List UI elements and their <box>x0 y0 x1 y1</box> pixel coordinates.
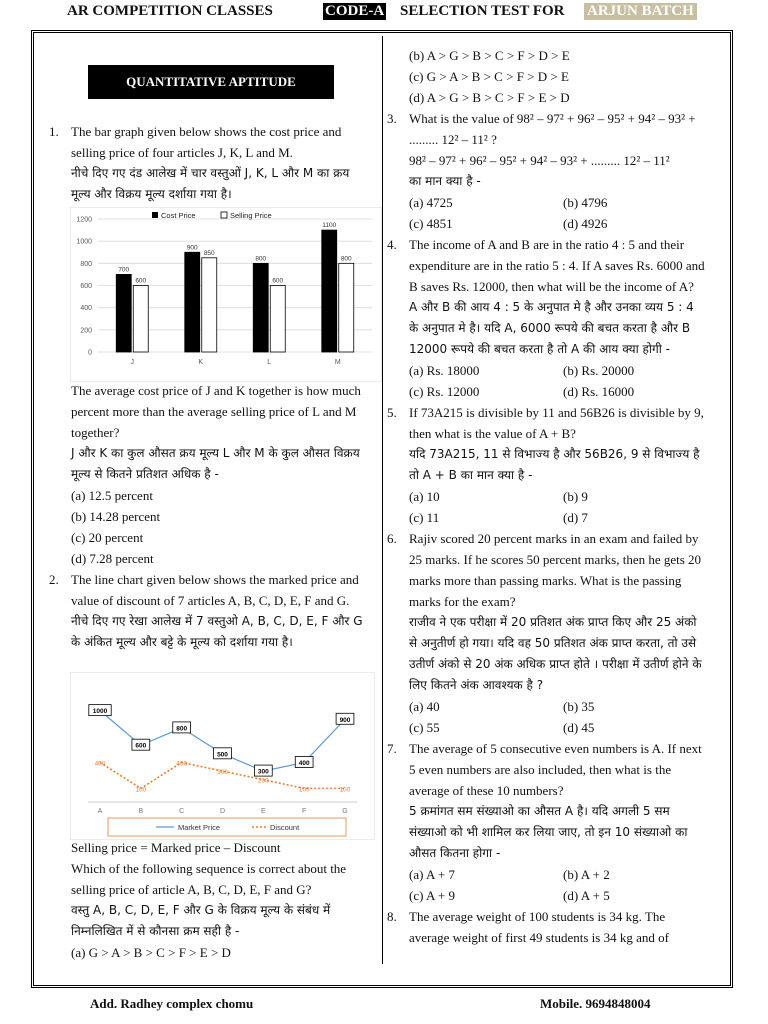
option-c: (c) 55 <box>409 720 440 735</box>
legend-box <box>108 818 346 836</box>
question-number: 6. <box>387 531 397 546</box>
question-number: 4. <box>387 237 397 252</box>
question-4 <box>387 234 705 402</box>
legend-swatch-selling <box>221 212 227 218</box>
option-c: (c) Rs. 12000 <box>409 384 480 399</box>
data-label: 600 <box>135 277 147 285</box>
x-tick-label: E <box>260 808 266 815</box>
question-2 <box>49 569 365 653</box>
question-text-en: The average of 5 consecutive even numbers is A. If next 5 even numbers are also included, then what is the average of these 10 numbers? <box>409 741 702 798</box>
option-d: (d) 45 <box>563 720 595 735</box>
options <box>409 486 705 528</box>
question-text-hi: का मान क्या है - <box>409 174 481 188</box>
option-c: (c) G > A > B > C > F > D > E <box>409 69 569 84</box>
bar-chart <box>70 207 382 382</box>
column-divider <box>382 36 383 964</box>
question-text-en: Rajiv scored 20 percent marks in an exam and failed by 25 marks. If he scores 50 percent marks, then he gets 20 marks more than passing marks. What is the passing marks for the exam? <box>409 531 702 609</box>
x-tick-label: D <box>219 808 226 815</box>
question-text-en: What is the value of 98² – 97² + 96² – 95² + 94² – 93² + ......... 12² – 11² ? <box>409 111 696 147</box>
x-tick-label: F <box>302 808 307 815</box>
question-ask-en: Which of the following sequence is correct about the selling price of article A, B, C, D, E, F and G? <box>71 861 347 897</box>
footer-address: Add. Radhey complex chomu <box>90 996 254 1011</box>
option-a: (a) 12.5 percent <box>71 488 153 503</box>
question-number: 7. <box>387 741 397 756</box>
question-text-en: The line chart given below shows the marked price and value of discount of 7 articles A, B, C, D, E, F and G. <box>71 572 359 608</box>
question-text-hi: राजीव ने एक परीक्षा में 20 प्रतिशत अंक प्राप्त किए और 25 अंको से अनुतीर्ण हो गया। यदि वह 50 प्रतिशत अंक प्राप्त करता, तो उसे उतीर्ण अंको से 20 अंक अधिक प्राप्त होते । परीक्षा में उतीर्ण होने के लिए कितने अंक आवश्यक है ? <box>409 615 702 692</box>
option-c: (c) A + 9 <box>409 888 455 903</box>
option-b: (b) 4796 <box>563 195 608 210</box>
options <box>409 360 705 402</box>
y-tick-label: 800 <box>80 260 92 268</box>
question-1-ask <box>49 380 365 569</box>
option-a: (a) Rs. 18000 <box>409 363 480 378</box>
option-b: (b) Rs. 20000 <box>563 363 635 378</box>
question-ask-hi: J और K का कुल औसत क्रय मूल्य L और M के कुल औसत विक्रय मूल्य से कितने प्रतिशत अधिक है - <box>71 446 360 481</box>
options <box>409 192 705 234</box>
x-tick-label: L <box>267 359 272 366</box>
x-tick-label: C <box>179 808 185 815</box>
option-d: (d) 4926 <box>563 216 608 231</box>
bar-cost-price <box>253 263 268 352</box>
formula: Selling price = Marked price – Discount <box>71 840 281 855</box>
question-ask-en: The average cost price of J and K together is how much percent more than the average selling price of L and M together? <box>71 383 361 440</box>
data-label: 1000 <box>92 708 108 716</box>
question-number: 5. <box>387 405 397 420</box>
y-tick-label: 200 <box>80 327 92 335</box>
data-label: 800 <box>176 725 188 733</box>
option-b: (b) 35 <box>563 699 595 714</box>
data-label: 900 <box>186 244 198 252</box>
y-tick-label: 600 <box>80 283 92 290</box>
question-text-hi: A और B की आय 4 : 5 के अनुपात मे है और उनका व्यय 5 : 4 के अनुपात मे है। यदि A, 6000 रूपये की बचत करता है और B 12000 रूपये की बचत करता है तो A की आय क्या होगी - <box>409 300 694 356</box>
option-d: (d) A > G > B > C > F > E > D <box>409 90 570 105</box>
data-label: 300 <box>217 769 228 777</box>
data-label: 100 <box>339 786 351 794</box>
options <box>409 864 705 906</box>
x-tick-label: K <box>198 359 204 366</box>
bar-selling-price <box>270 286 285 353</box>
legend-label-discount: Discount <box>270 823 300 832</box>
question-2-options <box>387 45 705 108</box>
line-chart <box>70 672 375 840</box>
question-text-hi: यदि 73A215, 11 से विभाज्य है और 56B26, 9 से विभाज्य है तो A + B का मान क्या है - <box>409 447 700 482</box>
data-label: 600 <box>272 277 284 285</box>
question-text-en: The average weight of 100 students is 34 kg. The average weight of first 49 students is 34 kg and of <box>409 909 669 945</box>
y-tick-label: 400 <box>80 305 92 313</box>
question-text-hi: नीचे दिए गए दंड आलेख में चार वस्तुओं J, K, L और M का क्रय मूल्य और विक्रय मूल्य दर्शाया गया है। <box>71 166 350 201</box>
page-header <box>0 0 768 26</box>
question-text-hi: 5 क्रमांगत सम संख्याओ का औसत A है। यदि अगली 5 सम संख्याओ को भी शामिल कर लिया जाए, तो इन 10 संख्याओ का औसत कितना होगा - <box>409 804 688 860</box>
bar-selling-price <box>339 263 354 352</box>
question-expr: 98² – 97² + 96² – 95² + 94² – 93² + ......... 12² – 11² <box>409 153 670 168</box>
question-1 <box>49 121 365 205</box>
x-tick-label: G <box>342 808 348 815</box>
bar-cost-price <box>322 230 337 352</box>
x-tick-label: A <box>97 808 103 815</box>
y-tick-label: 1200 <box>76 216 92 224</box>
question-text-en: The bar graph given below shows the cost price and selling price of four articles J, K, L and M. <box>71 124 342 160</box>
data-label: 400 <box>298 759 310 767</box>
question-2-ask <box>49 837 365 963</box>
option-d: (d) A + 5 <box>563 888 610 903</box>
question-text-en: If 73A215 is divisible by 11 and 56B26 is divisible by 9, then what is the value of A + B? <box>409 405 704 441</box>
section-title: QUANTITATIVE APTITUDE <box>88 65 334 99</box>
data-label: 600 <box>135 742 147 750</box>
footer-mobile: Mobile. 9694848004 <box>540 996 651 1011</box>
right-column <box>387 45 705 948</box>
question-number: 3. <box>387 111 397 126</box>
data-label: 900 <box>339 716 351 724</box>
x-tick-label: J <box>130 359 134 366</box>
question-ask-hi: वस्तु A, B, C, D, E, F और G के विक्रय मूल्य के संबंध में निम्नलिखित में से कौनसा क्रम सही है - <box>71 903 331 938</box>
option-a: (a) 40 <box>409 699 440 714</box>
option-c: (c) 20 percent <box>71 530 144 545</box>
data-label: 500 <box>217 751 228 759</box>
left-column-q1 <box>49 121 365 205</box>
legend-swatch-cost <box>152 212 158 218</box>
option-b: (b) A > G > B > C > F > D > E <box>409 48 570 63</box>
y-tick-label: 0 <box>88 349 92 357</box>
option-a: (a) G > A > B > C > F > E > D <box>71 945 231 960</box>
question-3 <box>387 108 705 234</box>
x-tick-label: M <box>334 359 341 366</box>
data-label: 200 <box>257 777 269 785</box>
option-a: (a) 10 <box>409 489 440 504</box>
question-text-hi: नीचे दिए गए रेखा आलेख में 7 वस्तुओ A, B, C, D, E, F और G के अंकित मूल्य और बट्टे के मूल्य को दर्शाया गया है। <box>71 614 363 649</box>
bar-cost-price <box>185 252 200 352</box>
options <box>409 696 705 738</box>
option-a: (a) 4725 <box>409 195 453 210</box>
question-text-en: The income of A and B are in the ratio 4 : 5 and their expenditure are in the ratio 5 : 4. If A saves Rs. 6000 and B saves Rs. 12000, then what will be the income of A? <box>409 237 705 294</box>
bar-selling-price <box>202 258 217 352</box>
question-5 <box>387 402 705 528</box>
data-label: 100 <box>135 786 147 794</box>
bar-selling-price <box>133 286 148 353</box>
question-number: 8. <box>387 909 397 924</box>
data-label: 400 <box>94 760 106 768</box>
option-d: (d) 7.28 percent <box>71 551 154 566</box>
data-label: 800 <box>255 255 267 263</box>
data-label: 850 <box>203 249 215 257</box>
legend-label-market: Market Price <box>178 823 221 832</box>
bar-cost-price <box>116 274 131 352</box>
question-8 <box>387 906 705 948</box>
data-label: 300 <box>257 768 269 776</box>
option-d: (d) 7 <box>563 510 588 525</box>
data-label: 400 <box>176 760 188 768</box>
data-label: 100 <box>298 786 310 794</box>
question-7 <box>387 738 705 906</box>
option-c: (c) 4851 <box>409 216 453 231</box>
legend-label-selling: Selling Price <box>230 211 272 220</box>
option-b: (b) 14.28 percent <box>71 509 161 524</box>
y-tick-label: 1000 <box>76 238 92 246</box>
option-d: (d) Rs. 16000 <box>563 384 635 399</box>
test-title: SELECTION TEST FOR <box>400 3 565 19</box>
x-tick-label: B <box>138 808 144 815</box>
legend-label-cost: Cost Price <box>161 211 196 220</box>
left-column-q1-cont <box>49 380 365 653</box>
batch-label: ARJUN BATCH <box>584 3 697 20</box>
question-number: 2. <box>49 572 59 587</box>
institute-name: AR COMPETITION CLASSES <box>67 3 273 19</box>
option-c: (c) 11 <box>409 510 440 525</box>
left-column-q2-cont <box>49 837 365 963</box>
code-label: CODE-A <box>325 3 385 19</box>
option-a: (a) A + 7 <box>409 867 455 882</box>
data-label: 700 <box>118 266 130 274</box>
option-b: (b) 9 <box>563 489 588 504</box>
data-label: 800 <box>340 255 352 263</box>
question-number: 1. <box>49 124 59 139</box>
data-label: 1100 <box>322 222 337 230</box>
question-6 <box>387 528 705 738</box>
option-b: (b) A + 2 <box>563 867 610 882</box>
